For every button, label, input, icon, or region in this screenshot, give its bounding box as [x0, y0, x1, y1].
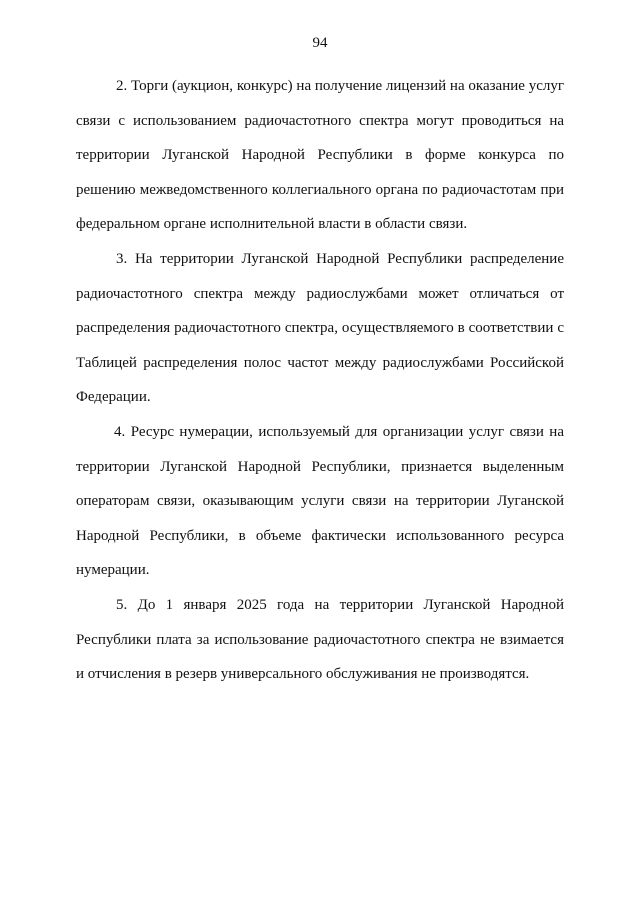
paragraph-3: 3. На территории Луганской Народной Республики распределение радиочастотного спектра между радиослужбами может отличаться от распределения радиочастотного спектра, осуществляемого в соответствии с Таблицей распределения полос частот между радиослужбами Российской Федерации. — [76, 250, 564, 406]
page-number: 94 — [312, 35, 328, 51]
paragraph-4: 4. Ресурс нумерации, используемый для организации услуг связи на территории Луганской Народной Республики, признается выделенным операторам связи, оказывающим услуги связи на территории Луганской Народной Республики, в объеме фактически использованного ресурса нумерации. — [76, 423, 564, 579]
paragraph-5: 5. До 1 января 2025 года на территории Луганской Народной Республики плата за использование радиочастотного спектра не взимается и отчисления в резерв универсального обслуживания не производятся. — [76, 596, 564, 683]
document-body — [76, 69, 564, 692]
paragraph-2: 2. Торги (аукцион, конкурс) на получение лицензий на оказание услуг связи с использованием радиочастотного спектра могут проводиться на территории Луганской Народной Республики в форме конкурса по решению межведомственного коллегиального органа по радиочастотам при федеральном органе исполнительной власти в области связи. — [76, 78, 564, 233]
